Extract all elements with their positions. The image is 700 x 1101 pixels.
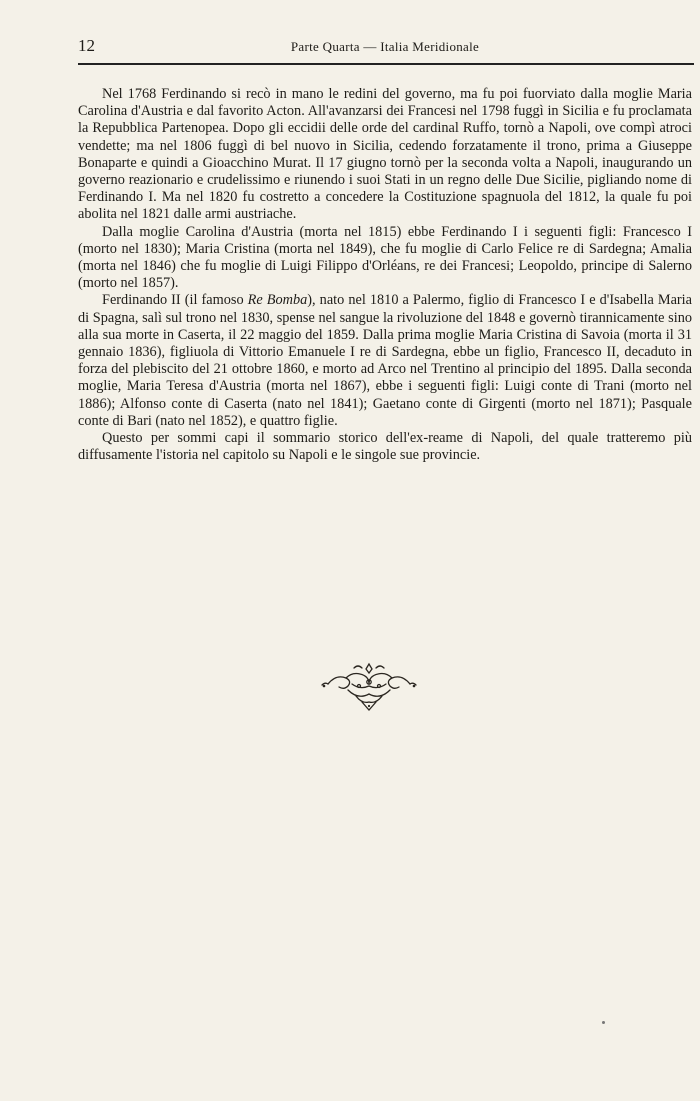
paragraph-text-end: ), nato nel 1810 a Palermo, figlio di Francesco I e d'Isabella Maria di Spagna, salì sul trono nel 1830, spense nel sangue la rivoluzione del 1848 e governò tirannicamente sino alla sua morte in Caserta, il 22 maggio del 1859. Dalla prima moglie Maria Cristina di Savoia (morta il 31 gennaio 1836), figliuola di Vittorio Emanuele I re di Sardegna, ebbe un figlio, Francesco II, decaduto in forza del plebiscito del 21 ottobre 1860, e morto ad Arco nel Trentino al principio del 1895. Dalla seconda moglie, Maria Teresa d'Austria (morta nel 1867), ebbe i seguenti figli: Luigi conte di Trani (morto nel 1886); Alfonso conte di Caserta (nato nel 1841); Gaetano conte di Girgenti (morto nel 1871); Pasquale conte di Bari (nato nel 1852), e quattro figlie. — [78, 292, 693, 429]
paper-speck — [602, 1021, 605, 1024]
paragraph-ferdinando-ii — [78, 292, 692, 430]
paragraph-ferdinando-i: Nel 1768 Ferdinando si recò in mano le redini del governo, ma fu poi fuorviato dalla moglie Maria Carolina d'Austria e dal favorito Acton. All'avanzarsi dei Francesi nel 1798 fuggì in Sicilia e fu proclamata la Repubblica Partenopea. Dopo gli eccidii delle orde del cardinal Ruffo, tornò a Napoli, ove compì atroci vendette; ma nel 1806 fuggì di bel nuovo in Sicilia, cedendo forzatamente il trono, prima a Giuseppe Bonaparte e quindi a Gioacchino Murat. Il 17 giugno tornò per la seconda volta a Napoli, inaugurando un governo reazionario e crudelissimo e riunendo i suoi Stati in un regno delle Due Sicilie, pigliando nome di Ferdinando I. Ma nel 1820 fu costretto a concedere la Costituzione spagnuola del 1812, la quale fu poi abolita nel 1821 dalle armi austriache. — [78, 86, 692, 223]
paragraph-figli-ferdinando-i: Dalla moglie Carolina d'Austria (morta nel 1815) ebbe Ferdinando I i seguenti figli: Francesco I (morto nel 1830); Maria Cristina (morta nel 1849), che fu moglie di Carlo Felice re di Sardegna; Amalia (morta nel 1846) che fu moglie di Luigi Filippo d'Orléans, re dei Francesi; Leopoldo, principe di Salerno (morto nel 1857). — [78, 223, 692, 292]
page-header — [78, 33, 692, 59]
header-rule — [78, 63, 694, 65]
body-text — [78, 86, 692, 464]
floral-tailpiece-ornament-icon — [318, 660, 420, 712]
nickname-italic: Re Bomba — [247, 292, 308, 309]
paragraph-text-start: Ferdinando II (il famoso — [102, 292, 248, 309]
paragraph-conclusione: Questo per sommi capi il sommario storico dell'ex-reame di Napoli, del quale tratteremo più diffusamente l'istoria nel capitolo su Napoli e le singole sue provincie. — [78, 430, 692, 464]
page-number: 12 — [78, 36, 95, 55]
running-title: Parte Quarta — Italia Meridionale — [290, 39, 480, 54]
